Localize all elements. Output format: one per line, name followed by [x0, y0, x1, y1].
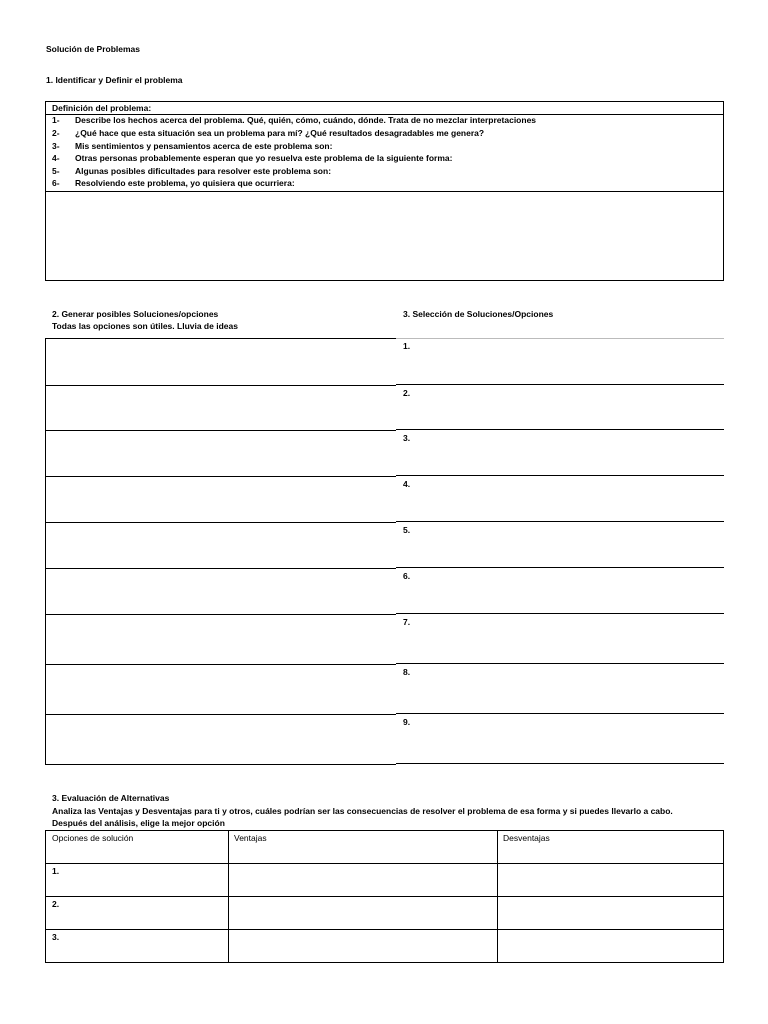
selection-number: 7.	[403, 617, 411, 627]
selection-answer-line[interactable]	[396, 384, 724, 385]
definition-label: Definición del problema:	[52, 103, 152, 113]
brainstorm-row-divider	[46, 522, 396, 523]
evaluation-table	[45, 830, 724, 963]
definition-item-text: Describe los hechos acerca del problema. Qué, quién, cómo, cuándo, dónde. Trata de no mezclar interpretaciones	[75, 115, 537, 125]
brainstorm-row-divider	[46, 476, 396, 477]
definition-item-text: Resolviendo este problema, yo quisiera que ocurriera:	[75, 178, 295, 188]
brainstorm-row-divider	[46, 664, 396, 665]
selection-answer-line[interactable]	[396, 613, 724, 614]
definition-item-number: 1-	[52, 115, 60, 125]
definition-item	[52, 178, 295, 189]
selection-answer-line[interactable]	[396, 429, 724, 430]
definition-item-number: 4-	[52, 153, 60, 163]
definition-item	[52, 141, 332, 152]
selection-column	[396, 338, 724, 765]
definition-item	[52, 115, 536, 126]
selection-number: 6.	[403, 571, 411, 581]
page-title: Solución de Problemas	[46, 44, 140, 54]
table-row-number: 1.	[52, 866, 60, 876]
definition-item-number: 2-	[52, 128, 60, 138]
definition-items-divider	[45, 191, 724, 192]
definition-item	[52, 153, 452, 164]
selection-number: 5.	[403, 525, 411, 535]
section1-heading: 1. Identificar y Definir el problema	[46, 75, 183, 85]
selection-number: 9.	[403, 717, 411, 727]
selection-number: 8.	[403, 667, 411, 677]
selection-number: 1.	[403, 341, 411, 351]
table-row-divider	[46, 929, 723, 930]
brainstorm-row-divider	[46, 568, 396, 569]
selection-answer-line[interactable]	[396, 567, 724, 568]
brainstorm-row-divider	[46, 614, 396, 615]
selection-answer-line[interactable]	[396, 663, 724, 664]
definition-item-text: Mis sentimientos y pensamientos acerca de este problema son:	[75, 141, 333, 151]
brainstorm-row-divider	[46, 385, 396, 386]
selection-answer-line[interactable]	[396, 713, 724, 714]
brainstorm-row-divider	[46, 714, 396, 715]
definition-item-text: Otras personas probablemente esperan que yo resuelva este problema de la siguiente forma:	[75, 153, 453, 163]
table-row-divider	[46, 863, 723, 864]
definition-item-number: 5-	[52, 166, 60, 176]
brainstorm-row-divider	[46, 430, 396, 431]
selection-top-rule	[396, 338, 724, 339]
definition-item-number: 3-	[52, 141, 60, 151]
definition-item-text: Algunas posibles dificultades para resolver este problema son:	[75, 166, 332, 176]
selection-answer-line[interactable]	[396, 521, 724, 522]
selection-number: 4.	[403, 479, 411, 489]
selection-answer-line[interactable]	[396, 475, 724, 476]
column-header-disadvantages: Desventajas	[503, 833, 550, 843]
section3b-line1: Analiza las Ventajas y Desventajas para ti y otros, cuáles podrían ser las consecuencias de resolver el problema de esa forma y si puedes llevarlo a cabo.	[52, 806, 673, 816]
table-row-divider	[46, 896, 723, 897]
section3b-line2: Después del análisis, elige la mejor opción	[52, 818, 225, 828]
column-header-options: Opciones de solución	[52, 833, 134, 843]
table-row-number: 3.	[52, 932, 60, 942]
selection-number: 2.	[403, 388, 411, 398]
table-row-number: 2.	[52, 899, 60, 909]
section2-subheading: Todas las opciones son útiles. Lluvia de ideas	[52, 321, 238, 331]
definition-item	[52, 128, 484, 139]
column-header-advantages: Ventajas	[234, 833, 267, 843]
definition-item-text: ¿Qué hace que esta situación sea un problema para mí? ¿Qué resultados desagradables me genera?	[75, 128, 485, 138]
section3a-heading: 3. Selección de Soluciones/Opciones	[403, 309, 554, 319]
section3b-heading: 3. Evaluación de Alternativas	[52, 793, 170, 803]
section2-heading: 2. Generar posibles Soluciones/opciones	[52, 309, 219, 319]
selection-number: 3.	[403, 433, 411, 443]
definition-item	[52, 166, 331, 177]
brainstorm-box	[45, 338, 396, 765]
selection-answer-line[interactable]	[396, 763, 724, 764]
definition-item-number: 6-	[52, 178, 60, 188]
